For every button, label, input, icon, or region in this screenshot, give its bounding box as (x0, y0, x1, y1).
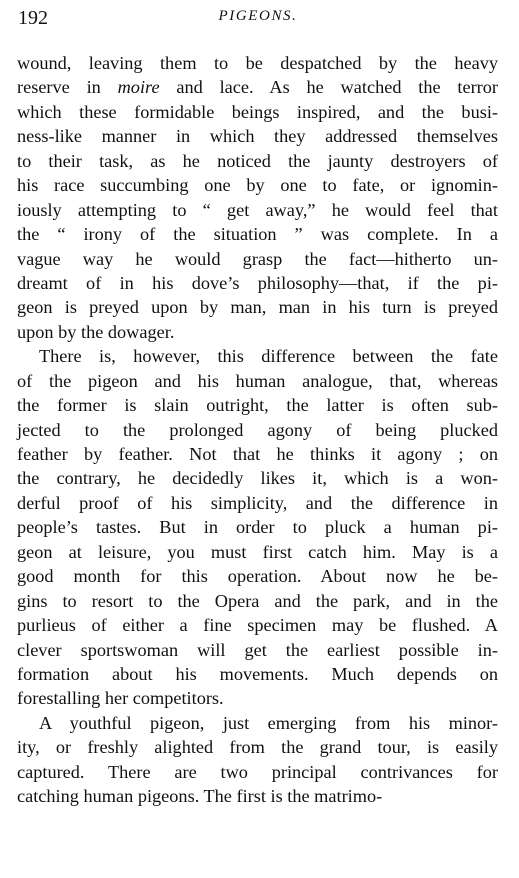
text-line: upon by the dowager. (17, 321, 175, 342)
text-line: feather by feather. Not that he thinks it agony ; on (17, 444, 498, 464)
text-line: purlieus of either a fine specimen may be flushed. A (17, 615, 498, 636)
running-title: PIGEONS. (218, 8, 298, 24)
text-line: wound, leaving them to be despatched by the heavy (17, 53, 498, 73)
text-line: iously attempting to “ get away,” he would feel that (17, 199, 498, 220)
paragraph (17, 344, 498, 711)
text-line: ness-like manner in which they addressed themselves (17, 126, 498, 147)
page-header (18, 7, 498, 31)
text-line: captured. There are two principal contrivances for (17, 761, 498, 782)
text-line: jected to the prolonged agony of being plucked (17, 419, 498, 440)
text-line: derful proof of his simplicity, and the difference in (17, 492, 498, 513)
page-number: 192 (18, 7, 48, 29)
text-line: the contrary, he decidedly likes it, which is a won- (17, 468, 498, 489)
text-line: There is, however, this difference between the fate (39, 346, 498, 367)
text-line: dreamt of in his dove’s philosophy—that, if the pi- (17, 272, 498, 293)
text-line: catching human pigeons. The first is the matrimo- (17, 786, 383, 807)
paragraph (17, 711, 498, 809)
text-line: formation about his movements. Much depends on (17, 663, 498, 684)
body-text (17, 51, 498, 809)
text-line: forestalling her competitors. (17, 688, 224, 709)
text-line: gins to resort to the Opera and the park, and in the (17, 590, 498, 611)
text-line: the “ irony of the situation ” was complete. In a (17, 224, 498, 245)
text-line: A youthful pigeon, just emerging from his minor- (39, 712, 498, 733)
text-line: geon is preyed upon by man, man in his turn is preyed (17, 297, 498, 318)
text-line: of the pigeon and his human analogue, that, whereas (17, 370, 498, 391)
text-line: his race succumbing one by one to fate, or ignomin- (17, 175, 498, 196)
italic-word: moire (117, 77, 160, 98)
text-line: good month for this operation. About now he be- (17, 566, 498, 587)
paragraph (17, 51, 498, 344)
text-line: vague way he would grasp the fact—hitherto un- (17, 248, 498, 269)
text-line: to their task, as he noticed the jaunty destroyers of (17, 150, 498, 171)
text-line: which these formidable beings inspired, and the busi- (17, 101, 498, 122)
text-line: the former is slain outright, the latter is often sub- (17, 395, 498, 416)
text-line: ity, or freshly alighted from the grand tour, is easily (17, 737, 498, 758)
text-line: people’s tastes. But in order to pluck a human pi- (17, 517, 498, 538)
text-line: clever sportswoman will get the earliest possible in- (17, 639, 498, 660)
text-line: reserve in moire and lace. As he watched the terror (17, 77, 498, 98)
text-line: geon at leisure, you must first catch him. May is a (17, 541, 498, 562)
